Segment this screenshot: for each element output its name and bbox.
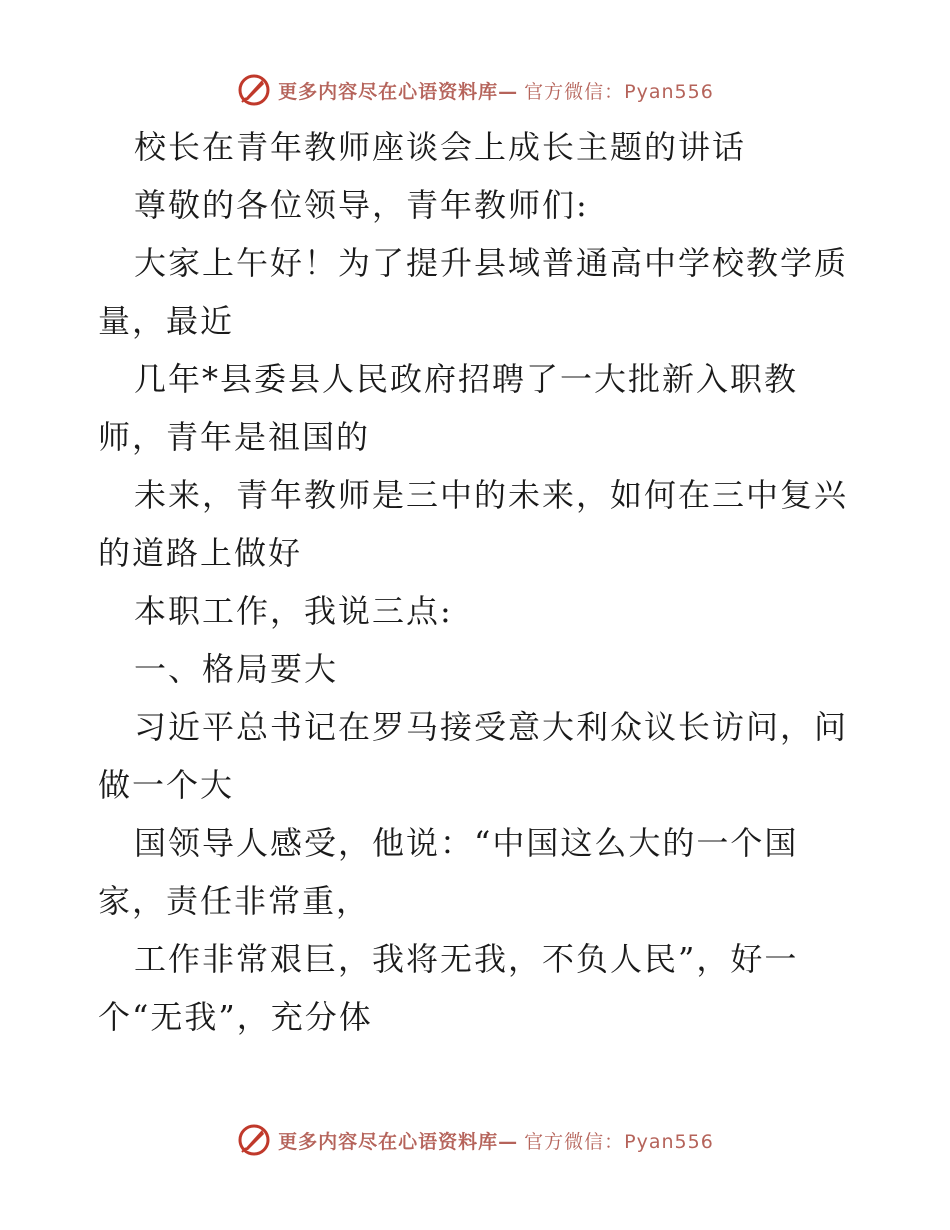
banner-contact: 官方微信：Pyan556 xyxy=(524,80,714,103)
paragraph: 大家上午好！为了提升县域普通高中学校教学质量，最近 xyxy=(98,244,849,340)
paragraph: 本职工作，我说三点: xyxy=(134,592,453,630)
banner-contact: 官方微信：Pyan556 xyxy=(524,1130,714,1153)
paragraph: 习近平总书记在罗马接受意大利众议长访问，问做一个大 xyxy=(98,708,849,804)
quill-logo-icon xyxy=(236,72,272,108)
footer-banner xyxy=(0,1120,950,1160)
document-body xyxy=(98,118,858,1046)
paragraph: 未来，青年教师是三中的未来，如何在三中复兴的道路上做好 xyxy=(98,476,849,572)
section-heading: 一、格局要大 xyxy=(134,650,339,688)
banner-text: 更多内容尽在心语资料库— xyxy=(278,80,519,103)
paragraph: 尊敬的各位领导，青年教师们: xyxy=(134,186,589,224)
header-banner xyxy=(0,70,950,110)
quill-logo-icon xyxy=(236,1122,272,1158)
paragraph: 国领导人感受，他说：“中国这么大的一个国家，责任非常重， xyxy=(98,824,799,920)
banner-text: 更多内容尽在心语资料库— xyxy=(278,1130,519,1153)
paragraph: 几年*县委县人民政府招聘了一大批新入职教师，青年是祖国的 xyxy=(98,360,799,456)
document-title: 校长在青年教师座谈会上成长主题的讲话 xyxy=(134,128,747,166)
paragraph: 工作非常艰巨，我将无我，不负人民”，好一个“无我”，充分体 xyxy=(98,940,799,1036)
